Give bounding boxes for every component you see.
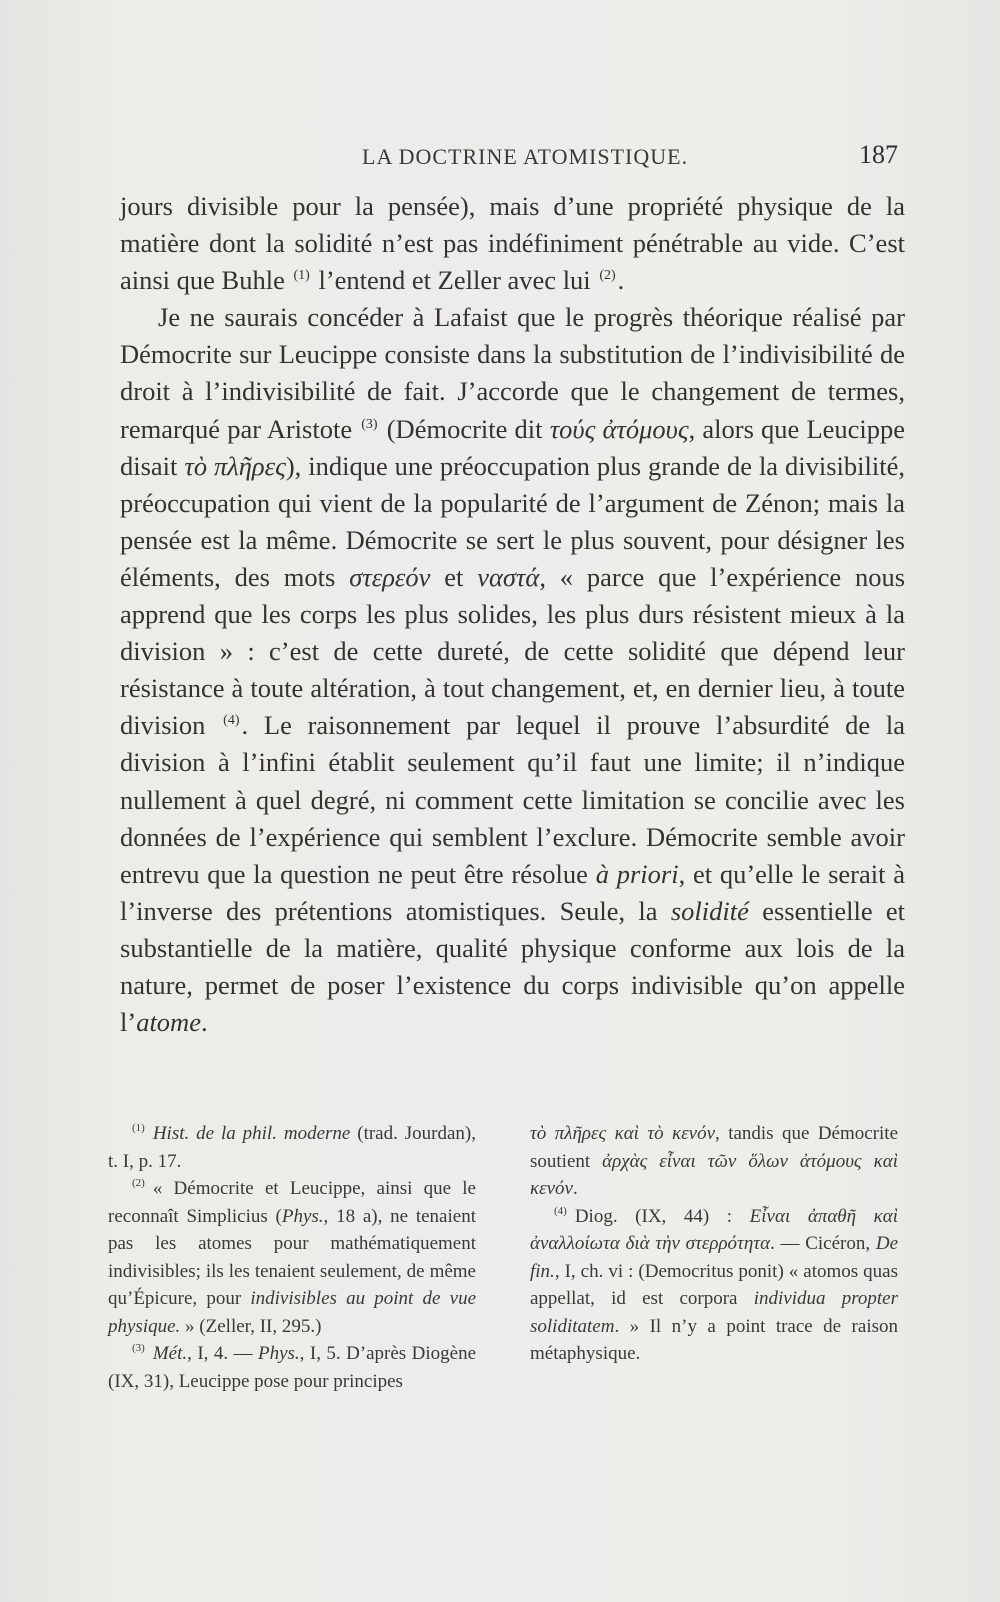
footnote-number: (3) <box>132 1342 145 1354</box>
main-text <box>120 188 905 1041</box>
text-run: ), indique une préoccupation plus grande de la divisibilité, préoccupation qui vient de la popularité de l’argument de Zénon; mais la pensée est la même. Démocrite se sert le plus souvent, pour désigner les éléments, des mots <box>120 450 905 592</box>
greek-term: τούς ἀτόμους <box>549 413 689 444</box>
italic-term: Mét. <box>152 1343 188 1364</box>
text-run: « Démocrite et Leucippe, ainsi que le reconnaît Simplicius ( <box>108 1178 476 1227</box>
text-run: et <box>444 561 464 592</box>
text-run: , tandis que Démocrite soutient <box>530 1123 898 1172</box>
text-run: , et qu’elle le serait à l’inverse des prétentions atomistiques. Seule, la <box>120 858 905 926</box>
footnote-ref-3: (3) <box>361 416 378 432</box>
footnote-3-continued <box>530 1120 898 1203</box>
italic-term: atome <box>136 1007 201 1038</box>
footnote-number: (4) <box>554 1204 567 1217</box>
text-run: » (Zeller, II, 295.) <box>185 1315 322 1337</box>
text-run: . <box>617 265 625 296</box>
text-run: , « parce que l’expérience nous apprend que les corps les plus solides, les plus durs résistent mieux à la division » : c’est de cette dureté, de cette solidité que dépend leur résistance à toute altération, à tout changement, et, en dernier lieu, à toute division <box>120 561 906 741</box>
footnotes <box>108 1120 898 1395</box>
footnote-4 <box>530 1203 898 1368</box>
text-run: (trad. Jourdan), t. I, p. 17. <box>108 1123 476 1172</box>
paragraph-2 <box>120 299 905 1041</box>
greek-term: ἀρχὰς εἶναι τῶν ὅλων ἀτόμους καὶ κενόν <box>530 1150 898 1199</box>
footnotes-left-column <box>108 1120 476 1395</box>
italic-term: De fin. <box>530 1233 898 1282</box>
footnote-ref-1: (1) <box>293 268 310 284</box>
italic-term: indivisibles au point de vue physique. <box>108 1288 477 1337</box>
greek-term: Εἶναι ἀπαθῆ καὶ ἀναλλοίωτα διὰ τὴν στερρότητα <box>530 1205 899 1254</box>
text-run: . Le raisonnement par lequel il prouve l’absurdité de la division à l’infini établit seulement qu’il faut une limite; il n’indique nullement à quel degré, ni comment cette limitation se concilie avec les données de l’expérience qui semblent l’exclure. Démocrite semble avoir entrevu que la question ne peut être résolue <box>120 710 905 889</box>
paragraph-1 <box>120 188 905 299</box>
text-run: . <box>572 1178 578 1199</box>
text-run: jours divisible pour la pensée), mais d’une propriété physique de la matière dont la solidité n’est pas indéfiniment pénétrable au vide. C’est ainsi que Buhle <box>120 191 905 296</box>
footnote-number: (2) <box>132 1177 145 1189</box>
footnote-3 <box>108 1340 476 1395</box>
text-run: . <box>200 1007 208 1038</box>
text-run: l’entend et Zeller avec lui <box>318 265 591 296</box>
text-run: (Démocrite dit <box>386 413 543 444</box>
italic-term: Hist. de la phil. moderne <box>152 1123 351 1144</box>
italic-term: solidité <box>670 895 749 926</box>
running-head: LA DOCTRINE ATOMISTIQUE. <box>362 144 689 169</box>
footnote-2 <box>108 1175 476 1340</box>
footnote-number: (1) <box>132 1122 145 1134</box>
text-run: . — Cicéron, <box>770 1233 871 1254</box>
footnote-1 <box>108 1120 476 1175</box>
text-run: Diog. (IX, 44) : <box>574 1205 733 1227</box>
text-run: , alors que Leucippe disait <box>120 413 906 481</box>
footnotes-right-column <box>530 1120 898 1395</box>
text-run: Je ne saurais concéder à Lafaist que le progrès théorique réalisé par Démocrite sur Leucippe consiste dans la substitution de l’indivisibilité de droit à l’indivisibilité de fait. J’accorde que le changement de termes, remarqué par Aristote <box>120 302 905 444</box>
page-number: 187 <box>859 140 898 169</box>
text-run: , I, 5. D’après Diogène (IX, 31), Leucippe pose pour principes <box>108 1343 477 1392</box>
greek-term: τὸ πλῆρες <box>184 450 286 481</box>
page-header <box>120 140 898 180</box>
text-run: , I, 4. — <box>187 1343 253 1364</box>
greek-term: ναστά <box>477 561 540 592</box>
greek-term: στερεόν <box>349 561 431 592</box>
italic-term: à priori <box>595 858 679 889</box>
footnote-ref-4: (4) <box>223 713 240 729</box>
text-run: essentielle et substantielle de la matière, qualité physique conforme aux lois de la nature, permet de poser l’existence du corps indivisible qu’on appelle l’ <box>120 895 906 1038</box>
greek-term: τὸ πλῆρες καὶ τὸ κενόν <box>530 1123 716 1144</box>
italic-term: Phys. <box>281 1205 324 1227</box>
text-run: . » Il n’y a point trace de raison métaphysique. <box>530 1315 898 1364</box>
italic-term: individua propter soliditatem <box>530 1288 898 1337</box>
italic-term: Phys. <box>257 1343 300 1364</box>
text-run: , I, ch. vi : (Democritus ponit) « atomos quas appellat, id est corpora <box>530 1260 898 1309</box>
text-run: , 18 a), ne tenaient pas les atomes pour mathématiquement indivisibles; ils les tenaient seulement, de même qu’Épicure, pour <box>108 1205 476 1309</box>
footnote-ref-2: (2) <box>599 268 616 284</box>
